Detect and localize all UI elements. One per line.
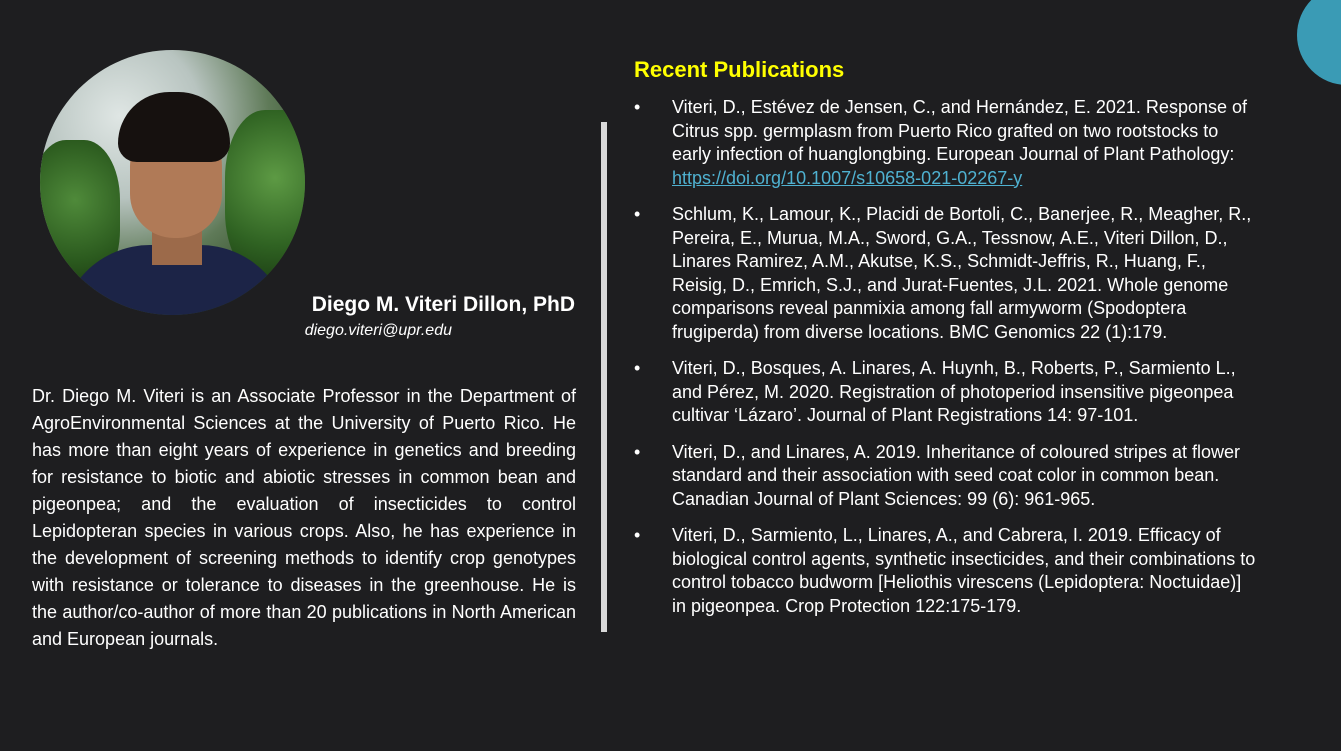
profile-email: diego.viteri@upr.edu	[304, 322, 452, 339]
publications-list	[634, 96, 1259, 631]
publication-citation: Viteri, D., Sarmiento, L., Linares, A., and Cabrera, I. 2019. Efficacy of biological control agents, synthetic insecticides, and their combinations to control tobacco budworm [Heliothis virescens (Lepidoptera: Noctuidae)] in pigeonpea. Crop Protection 122:175-179.	[672, 525, 1256, 616]
bullet-icon: •	[634, 97, 641, 117]
publication-item	[634, 357, 1259, 428]
publication-doi-link[interactable]: https://doi.org/10.1007/s10658-021-02267-y	[672, 167, 1023, 188]
publication-item	[634, 524, 1259, 618]
vertical-divider	[601, 122, 607, 632]
publication-item	[634, 96, 1259, 190]
hair	[118, 92, 230, 162]
bullet-icon: •	[634, 441, 641, 462]
publication-item	[634, 203, 1259, 344]
publication-item	[634, 441, 1259, 512]
publication-citation: Viteri, D., Estévez de Jensen, C., and Hernández, E. 2021. Response of Citrus spp. germplasm from Puerto Rico grafted on two rootstocks to early infection of huanglongbing. European Journal of Plant Pathology:	[672, 97, 1247, 164]
corner-accent-circle	[1297, 0, 1341, 85]
profile-photo	[40, 50, 305, 315]
profile-name: Diego M. Viteri Dillon, PhD	[311, 293, 575, 316]
profile-bio: Dr. Diego M. Viteri is an Associate Professor in the Department of AgroEnvironmental Sciences at the University of Puerto Rico. He has more than eight years of experience in genetics and breeding for resistance to biotic and abiotic stresses in common bean and pigeonpea; and the evaluation of insecticides to control Lepidopteran species in various crops. Also, he has experience in the development of screening methods to identify crop genotypes with resistance or tolerance to diseases in the greenhouse. He is the author/co-author of more than 20 publications in North American and European journals.	[32, 386, 576, 649]
publications-heading: Recent Publications	[634, 57, 845, 82]
publication-citation: Viteri, D., and Linares, A. 2019. Inheritance of coloured stripes at flower standard and their association with seed coat color in common bean. Canadian Journal of Plant Sciences: 99 (6): 961-965.	[672, 441, 1240, 509]
publication-citation: Viteri, D., Bosques, A. Linares, A. Huynh, B., Roberts, P., Sarmiento L., and Pérez, M. 2020. Registration of photoperiod insensitive pigeonpea cultivar ‘Lázaro’. Journal of Plant Registrations 14: 97-101.	[672, 358, 1236, 425]
bullet-icon: •	[634, 204, 641, 224]
bullet-icon: •	[634, 358, 641, 378]
publication-citation: Schlum, K., Lamour, K., Placidi de Bortoli, C., Banerjee, R., Meagher, R., Pereira, E., Murua, M.A., Sword, G.A., Tessnow, A.E., Viteri Dillon, D., Linares Ramirez, A.M., Akutse, K.S., Schmidt-Jeffris, R., Huang, F., Reisig, D., Emrich, S.J., and Jurat-Fuentes, J.L. 2021. Whole genome comparisons reveal panmixia among fall armyworm (Spodoptera frugiperda) from diverse locations. BMC Genomics 22 (1):179.	[672, 204, 1252, 342]
bullet-icon: •	[634, 525, 641, 545]
